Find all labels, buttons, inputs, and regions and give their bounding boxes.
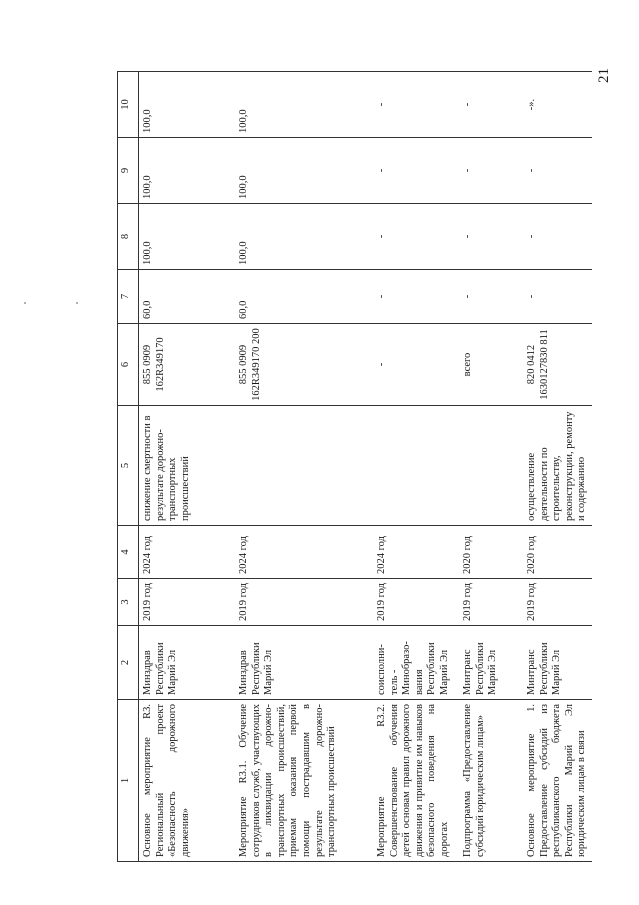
row-value-10: 100,0: [235, 72, 373, 138]
row-end-year: 2020 год: [459, 526, 523, 579]
header-col-3: 3: [118, 579, 139, 626]
row-executor: Минздрав Республики Марий Эл: [235, 626, 373, 700]
row-value-10: -: [459, 72, 523, 138]
row-name: Мероприятие R3.1. Обучение сотрудников служб, участвующих в ликвидации дорожно-транспортных происшествий, приемам оказания первой помощи пострадавшим в результате дорожно-транспортных происшествий: [235, 700, 373, 862]
row-name: Подпрограмма «Предоставление субсидий юридическим лицам»: [459, 700, 523, 862]
header-col-4: 4: [118, 526, 139, 579]
row-end-year: 2020 год: [523, 526, 592, 579]
table-row: [235, 72, 373, 862]
table-row: [139, 72, 236, 862]
row-budget-code: 855 0909 162R349170 200: [235, 324, 373, 406]
header-col-5: 5: [118, 406, 139, 526]
row-value-9: 100,0: [139, 138, 236, 204]
row-indicator: [373, 406, 459, 526]
header-col-1: 1: [118, 700, 139, 862]
row-value-8: -: [459, 204, 523, 270]
header-row: [118, 72, 139, 862]
row-value-7: 60,0: [139, 270, 236, 324]
table-row: [373, 72, 459, 862]
row-executor: Минтранс Республики Марий Эл: [523, 626, 592, 700]
scan-speck: [24, 302, 26, 304]
row-executor: Минтранс Республики Марий Эл: [459, 626, 523, 700]
row-start-year: 2019 год: [139, 579, 236, 626]
row-budget-code: 855 0909 162R349170: [139, 324, 236, 406]
row-start-year: 2019 год: [235, 579, 373, 626]
row-start-year: 2019 год: [373, 579, 459, 626]
row-indicator: [235, 406, 373, 526]
row-name: Мероприятие R3.2. Совершенствование обучения детей основам правил дорожного движения и привитие им навыков безопасного поведения на дорогах: [373, 700, 459, 862]
table-row: [459, 72, 523, 862]
row-executor: соисполни-тель - Минобразо-вания Республики Марий Эл: [373, 626, 459, 700]
row-value-8: 100,0: [235, 204, 373, 270]
row-value-9: -: [523, 138, 592, 204]
row-name: Основное мероприятие R3. Региональный проект «Безопасность дорожного движения»: [139, 700, 236, 862]
row-value-7: -: [523, 270, 592, 324]
page-number: 21: [596, 68, 612, 83]
row-budget-code: -: [373, 324, 459, 406]
row-end-year: 2024 год: [373, 526, 459, 579]
header-col-2: 2: [118, 626, 139, 700]
row-indicator: осуществление деятельности по строительству, реконструкции, ремонту и содержанию: [523, 406, 592, 526]
row-name: Основное мероприятие 1. Предоставление субсидий из республиканского бюджета Республики Марий Эл юридическим лицам в связи: [523, 700, 592, 862]
row-value-10: -: [373, 72, 459, 138]
row-value-7: -: [459, 270, 523, 324]
row-value-7: -: [373, 270, 459, 324]
row-end-year: 2024 год: [139, 526, 236, 579]
header-col-10: 10: [118, 72, 139, 138]
row-value-10: -».: [523, 72, 592, 138]
row-value-7: 60,0: [235, 270, 373, 324]
row-end-year: 2024 год: [235, 526, 373, 579]
row-value-9: -: [459, 138, 523, 204]
row-value-9: 100,0: [235, 138, 373, 204]
row-value-8: -: [373, 204, 459, 270]
program-table: [117, 71, 592, 862]
header-col-7: 7: [118, 270, 139, 324]
rotated-table-container: [117, 72, 613, 862]
row-budget-code: всего: [459, 324, 523, 406]
table-row: [523, 72, 592, 862]
header-col-8: 8: [118, 204, 139, 270]
row-start-year: 2019 год: [459, 579, 523, 626]
row-value-10: 100,0: [139, 72, 236, 138]
row-indicator: [459, 406, 523, 526]
row-value-8: -: [523, 204, 592, 270]
row-start-year: 2019 год: [523, 579, 592, 626]
row-budget-code: 820 0412 1630127830 811: [523, 324, 592, 406]
row-executor: Минздрав Республики Марий Эл: [139, 626, 236, 700]
row-value-9: -: [373, 138, 459, 204]
header-col-6: 6: [118, 324, 139, 406]
row-indicator: снижение смертности в результате дорожно-транспортных происшествий: [139, 406, 236, 526]
row-value-8: 100,0: [139, 204, 236, 270]
scan-speck: [76, 302, 78, 304]
header-col-9: 9: [118, 138, 139, 204]
